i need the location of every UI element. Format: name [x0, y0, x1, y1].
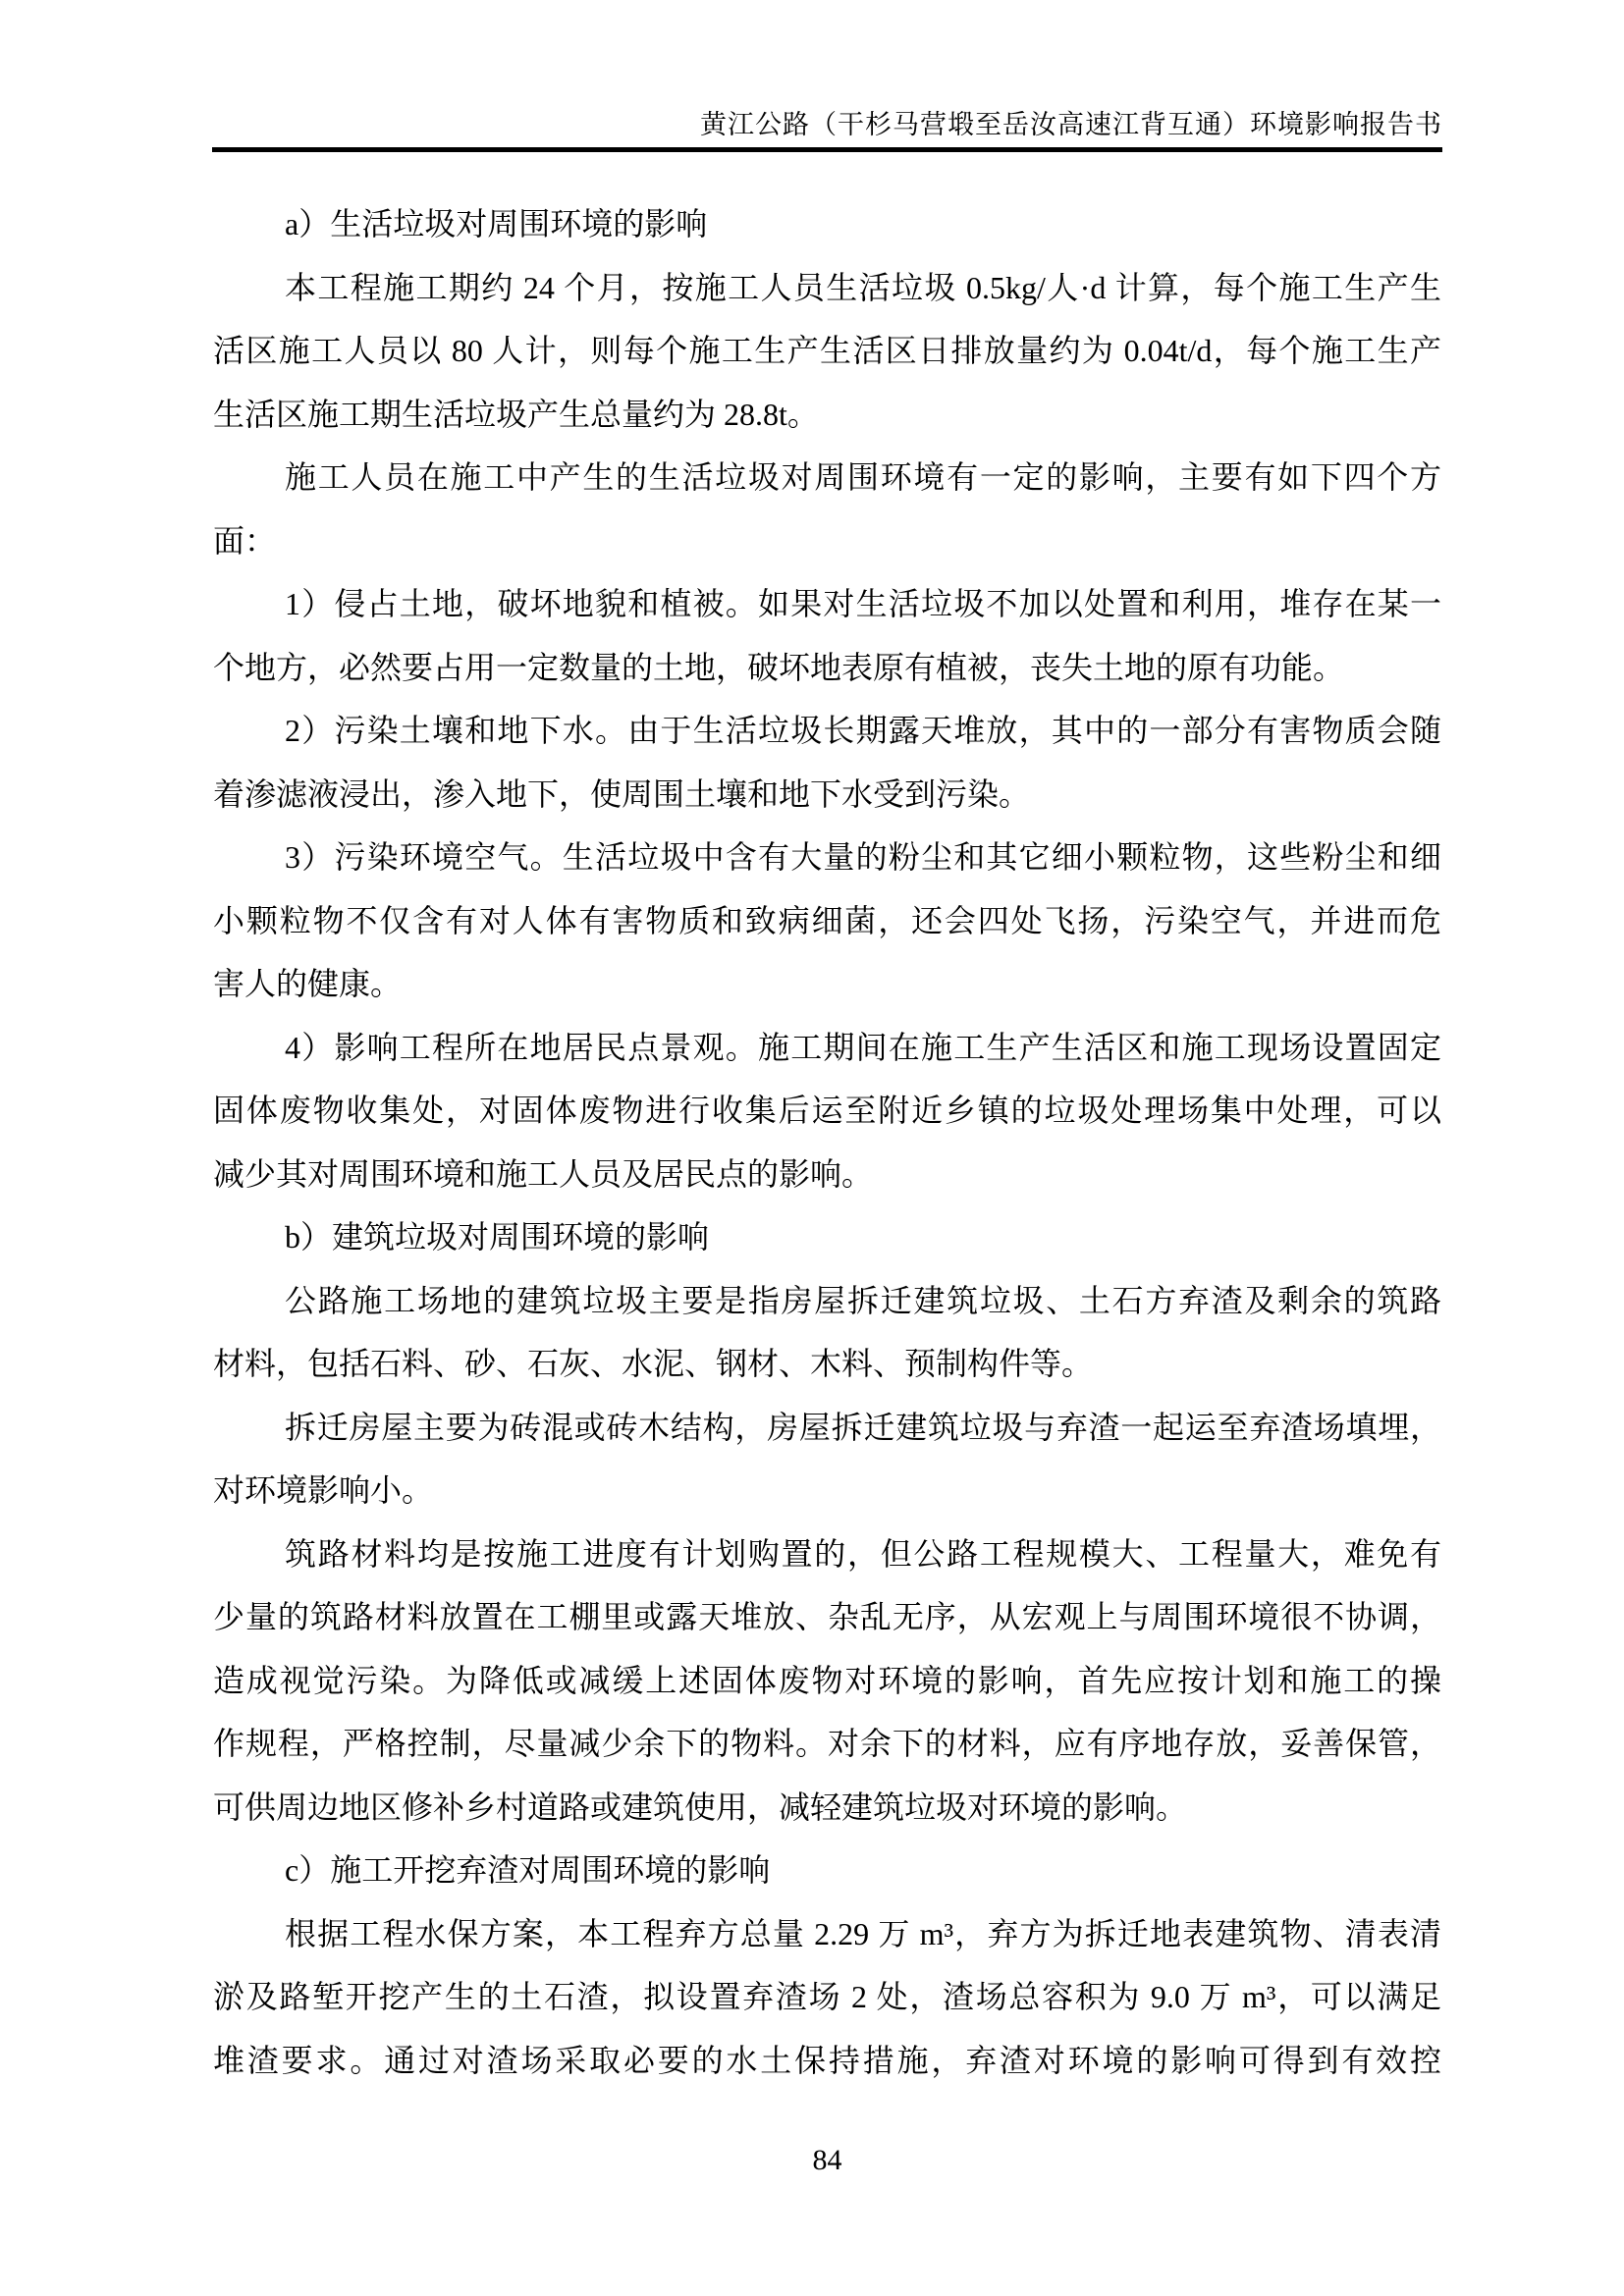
text-line: 公路施工场地的建筑垃圾主要是指房屋拆迁建筑垃圾、土石方弃渣及剩余的筑路: [285, 1282, 1441, 1318]
text-line: 个地方，必然要占用一定数量的土地，破坏地表原有植被，丧失土地的原有功能。: [213, 649, 1345, 685]
header-rule: [212, 147, 1442, 152]
text-line: 淤及路堑开挖产生的土石渣，拟设置弃渣场 2 处，渣场总容积为 9.0 万 m³，可以满足: [213, 1979, 1441, 2014]
text-line: 拆迁房屋主要为砖混或砖木结构，房屋拆迁建筑垃圾与弃渣一起运至弃渣场填埋，: [285, 1409, 1441, 1445]
subheading: [213, 1839, 1441, 1902]
text-line: 面：: [213, 522, 277, 559]
text-line: 2）污染土壤和地下水。由于生活垃圾长期露天堆放，其中的一部分有害物质会随: [285, 713, 1441, 748]
text-line: b）建筑垃圾对周围环境的影响: [285, 1219, 710, 1255]
text-line: 可供周边地区修补乡村道路或建筑使用，减轻建筑垃圾对环境的影响。: [213, 1789, 1188, 1825]
document-body: [213, 192, 1441, 2092]
paragraph: [213, 826, 1441, 1016]
text-line: 材料，包括石料、砂、石灰、水泥、钢材、木料、预制构件等。: [213, 1346, 1094, 1381]
text-line: 堆渣要求。通过对渣场采取必要的水土保持措施，弃渣对环境的影响可得到有效控: [213, 2042, 1441, 2078]
paragraph: [213, 446, 1441, 572]
text-line: 对环境影响小。: [213, 1472, 434, 1508]
text-line: 施工人员在施工中产生的生活垃圾对周围环境有一定的影响，主要有如下四个方: [285, 459, 1441, 495]
paragraph: [213, 1902, 1441, 2093]
text-line: 作规程，严格控制，尽量减少余下的物料。对余下的材料，应有序地存放，妥善保管，: [213, 1726, 1441, 1761]
page-header: [212, 0, 1442, 157]
paragraph: [213, 1269, 1441, 1396]
paragraph: [213, 1016, 1441, 1206]
text-line: 少量的筑路材料放置在工棚里或露天堆放、杂乱无序，从宏观上与周围环境很不协调，: [213, 1599, 1441, 1634]
paragraph: [213, 1396, 1441, 1522]
text-line: 减少其对周围环境和施工人员及居民点的影响。: [213, 1155, 874, 1192]
page-number: 84: [812, 2144, 842, 2176]
paragraph: [213, 256, 1441, 447]
text-line: 本工程施工期约 24 个月，按施工人员生活垃圾 0.5kg/人·d 计算，每个施工生产生: [285, 269, 1441, 305]
paragraph: [213, 1522, 1441, 1840]
text-line: 造成视觉污染。为降低或减缓上述固体废物对环境的影响，首先应按计划和施工的操: [213, 1662, 1441, 1698]
text-line: 根据工程水保方案，本工程弃方总量 2.29 万 m³，弃方为拆迁地表建筑物、清表清: [285, 1915, 1441, 1951]
text-line: 小颗粒物不仅含有对人体有害物质和致病细菌，还会四处飞扬，污染空气，并进而危: [213, 902, 1441, 938]
text-line: 着渗滤液浸出，渗入地下，使周围土壤和地下水受到污染。: [213, 775, 1031, 812]
text-line: 4）影响工程所在地居民点景观。施工期间在施工生产生活区和施工现场设置固定: [285, 1029, 1441, 1065]
text-line: 活区施工人员以 80 人计，则每个施工生产生活区日排放量约为 0.04t/d，每个施工生产: [213, 333, 1441, 368]
page-footer: [213, 2143, 1441, 2178]
text-line: 筑路材料均是按施工进度有计划购置的，但公路工程规模大、工程量大，难免有: [285, 1535, 1441, 1572]
text-line: a）生活垃圾对周围环境的影响: [285, 206, 708, 241]
paragraph: [213, 572, 1441, 699]
text-line: c）施工开挖弃渣对周围环境的影响: [285, 1852, 771, 1888]
text-line: 1）侵占土地，破坏地貌和植被。如果对生活垃圾不加以处置和利用，堆存在某一: [285, 586, 1441, 621]
subheading: [213, 1205, 1441, 1269]
header-title: 黄江公路（干杉马营塅至岳汝高速江背互通）环境影响报告书: [700, 110, 1442, 139]
subheading: [213, 192, 1441, 256]
text-line: 3）污染环境空气。生活垃圾中含有大量的粉尘和其它细小颗粒物，这些粉尘和细: [285, 839, 1441, 875]
text-line: 害人的健康。: [213, 966, 403, 1001]
text-line: 固体废物收集处，对固体废物进行收集后运至附近乡镇的垃圾处理场集中处理，可以: [213, 1093, 1441, 1128]
paragraph: [213, 699, 1441, 826]
text-line: 生活区施工期生活垃圾产生总量约为 28.8t。: [213, 396, 819, 432]
